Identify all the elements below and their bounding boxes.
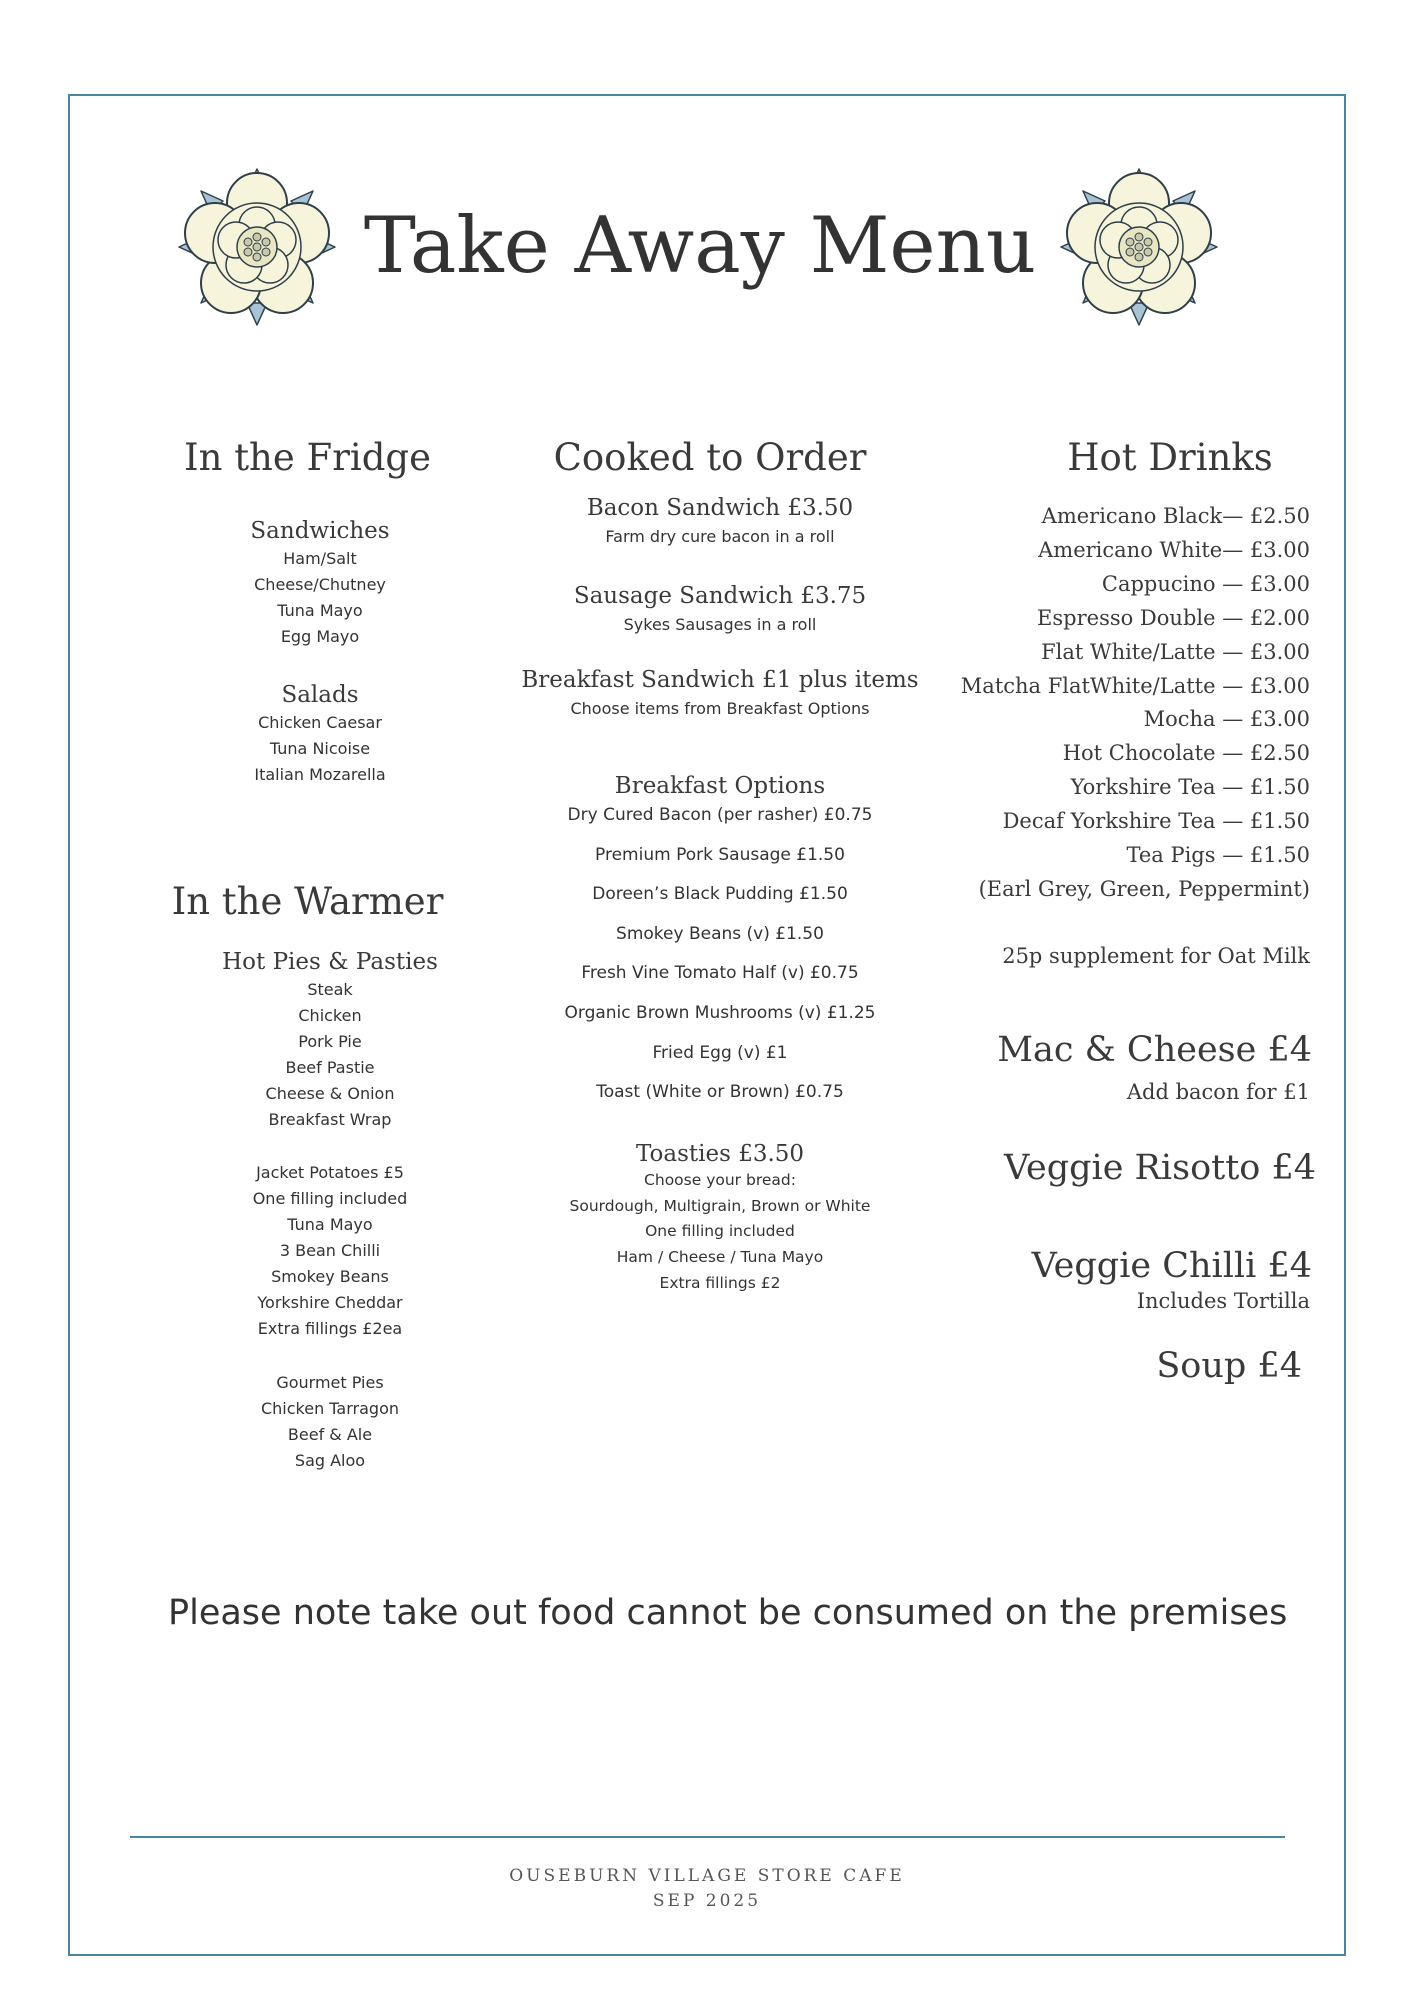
fridge-heading: In the Fridge bbox=[183, 436, 432, 479]
list-item: Dry Cured Bacon (per rasher) £0.75 bbox=[567, 805, 873, 825]
breakfast-sandwich-desc: Choose items from Breakfast Options bbox=[570, 699, 870, 718]
list-item: Espresso Double — £2.00 bbox=[1037, 605, 1310, 630]
list-item: Chicken Tarragon bbox=[260, 1399, 399, 1418]
toasties-title: Toasties £3.50 bbox=[635, 1141, 805, 1167]
list-item: Cappucino — £3.00 bbox=[1101, 571, 1310, 596]
sandwiches-list bbox=[190, 546, 450, 650]
list-item: Americano Black— £2.50 bbox=[1041, 504, 1310, 528]
list-item: Yorkshire Cheddar bbox=[257, 1293, 403, 1312]
list-item: Beef Pastie bbox=[285, 1058, 375, 1077]
mac-cheese-note: Add bacon for £1 bbox=[1126, 1080, 1310, 1104]
breakfast-sandwich-title: Breakfast Sandwich £1 plus items bbox=[521, 667, 919, 693]
page-title: Take Away Menu bbox=[363, 201, 1037, 291]
jacket-potatoes-list bbox=[200, 1160, 460, 1342]
list-item: Sourdough, Multigrain, Brown or White bbox=[569, 1196, 871, 1215]
footer-cafe-name: OUSEBURN VILLAGE STORE CAFE bbox=[509, 1866, 905, 1886]
list-item: Fresh Vine Tomato Half (v) £0.75 bbox=[581, 963, 859, 984]
list-item: Americano White— £3.00 bbox=[1038, 537, 1310, 562]
yorkshire-rose-icon-right bbox=[1059, 167, 1219, 327]
list-item: Premium Pork Sausage £1.50 bbox=[595, 844, 845, 865]
list-item: Toast (White or Brown) £0.75 bbox=[596, 1082, 844, 1103]
list-item: Tuna Mayo bbox=[287, 1215, 373, 1234]
list-item: One filling included bbox=[645, 1222, 795, 1241]
list-item: Flat White/Latte — £3.00 bbox=[1041, 639, 1310, 664]
yorkshire-rose-icon-left bbox=[177, 167, 337, 327]
takeaway-notice: Please note take out food cannot be consumed on the premises bbox=[168, 1593, 1288, 1633]
veggie-risotto-title: Veggie Risotto £4 bbox=[1003, 1148, 1316, 1188]
list-item: Organic Brown Mushrooms (v) £1.25 bbox=[564, 1002, 876, 1023]
hot-drinks-heading: Hot Drinks bbox=[1067, 436, 1273, 479]
list-item: Ham/Salt bbox=[283, 549, 357, 568]
list-item: Fried Egg (v) £1 bbox=[652, 1042, 788, 1063]
list-item: Extra fillings £2ea bbox=[257, 1319, 403, 1338]
veggie-chilli-title: Veggie Chilli £4 bbox=[1031, 1246, 1312, 1286]
list-item: Decaf Yorkshire Tea — £1.50 bbox=[1002, 809, 1310, 834]
sausage-sandwich-desc: Sykes Sausages in a roll bbox=[623, 615, 817, 634]
soup-title: Soup £4 bbox=[1156, 1346, 1302, 1386]
list-item: Mocha — £3.00 bbox=[1143, 707, 1310, 732]
list-item: Hot Chocolate — £2.50 bbox=[1062, 741, 1310, 766]
list-item: Tea Pigs — £1.50 bbox=[1126, 843, 1310, 868]
list-item: Chicken Caesar bbox=[258, 713, 382, 732]
list-item: Chicken bbox=[298, 1006, 362, 1025]
list-item: Matcha FlatWhite/Latte — £3.00 bbox=[960, 673, 1310, 698]
list-item: Gourmet Pies bbox=[276, 1373, 384, 1392]
list-item: Cheese/Chutney bbox=[254, 575, 386, 594]
hot-pies-list bbox=[200, 977, 460, 1133]
list-item: Beef & Ale bbox=[287, 1425, 373, 1444]
list-item: Breakfast Wrap bbox=[268, 1110, 392, 1129]
list-item: Doreen’s Black Pudding £1.50 bbox=[592, 884, 848, 905]
mac-cheese-title: Mac & Cheese £4 bbox=[997, 1030, 1312, 1070]
list-item: Steak bbox=[307, 980, 353, 999]
warmer-heading: In the Warmer bbox=[171, 880, 444, 923]
gourmet-pies-list bbox=[200, 1370, 460, 1474]
list-item: Tuna Nicoise bbox=[269, 739, 371, 758]
breakfast-options-title: Breakfast Options bbox=[614, 773, 826, 799]
salads-title: Salads bbox=[281, 682, 359, 708]
list-item: One filling included bbox=[252, 1189, 408, 1208]
list-item: Extra fillings £2 bbox=[659, 1273, 781, 1292]
breakfast-options-list bbox=[520, 796, 920, 1113]
cooked-heading: Cooked to Order bbox=[553, 436, 867, 479]
list-item: Sag Aloo bbox=[294, 1451, 366, 1470]
sausage-sandwich-title: Sausage Sandwich £3.75 bbox=[573, 583, 867, 609]
hot-pies-title: Hot Pies & Pasties bbox=[222, 949, 438, 975]
bacon-sandwich-desc: Farm dry cure bacon in a roll bbox=[605, 527, 835, 546]
list-item: Pork Pie bbox=[298, 1032, 362, 1051]
toasties-list bbox=[520, 1168, 920, 1297]
list-item: Tuna Mayo bbox=[277, 601, 363, 620]
list-item: 3 Bean Chilli bbox=[279, 1241, 381, 1260]
hot-drinks-list bbox=[930, 500, 1310, 907]
list-item: Smokey Beans bbox=[271, 1267, 389, 1286]
list-item: Cheese & Onion bbox=[265, 1084, 395, 1103]
list-item: (Earl Grey, Green, Peppermint) bbox=[978, 876, 1310, 901]
bacon-sandwich-title: Bacon Sandwich £3.50 bbox=[586, 495, 854, 521]
list-item: Egg Mayo bbox=[280, 627, 360, 646]
footer-divider bbox=[130, 1836, 1285, 1838]
veggie-chilli-note: Includes Tortilla bbox=[1136, 1289, 1310, 1313]
salads-list bbox=[190, 710, 450, 788]
list-item: Choose your bread: bbox=[644, 1171, 796, 1189]
list-item: Ham / Cheese / Tuna Mayo bbox=[616, 1248, 824, 1267]
list-item: Yorkshire Tea — £1.50 bbox=[1070, 775, 1310, 800]
list-item: Italian Mozarella bbox=[254, 765, 386, 784]
footer bbox=[457, 1864, 957, 1914]
list-item: Jacket Potatoes £5 bbox=[256, 1163, 404, 1182]
footer-date: SEP 2025 bbox=[652, 1891, 762, 1911]
list-item: Smokey Beans (v) £1.50 bbox=[616, 923, 824, 944]
oat-milk-supplement: 25p supplement for Oat Milk bbox=[1002, 944, 1310, 968]
sandwiches-title: Sandwiches bbox=[250, 518, 390, 544]
